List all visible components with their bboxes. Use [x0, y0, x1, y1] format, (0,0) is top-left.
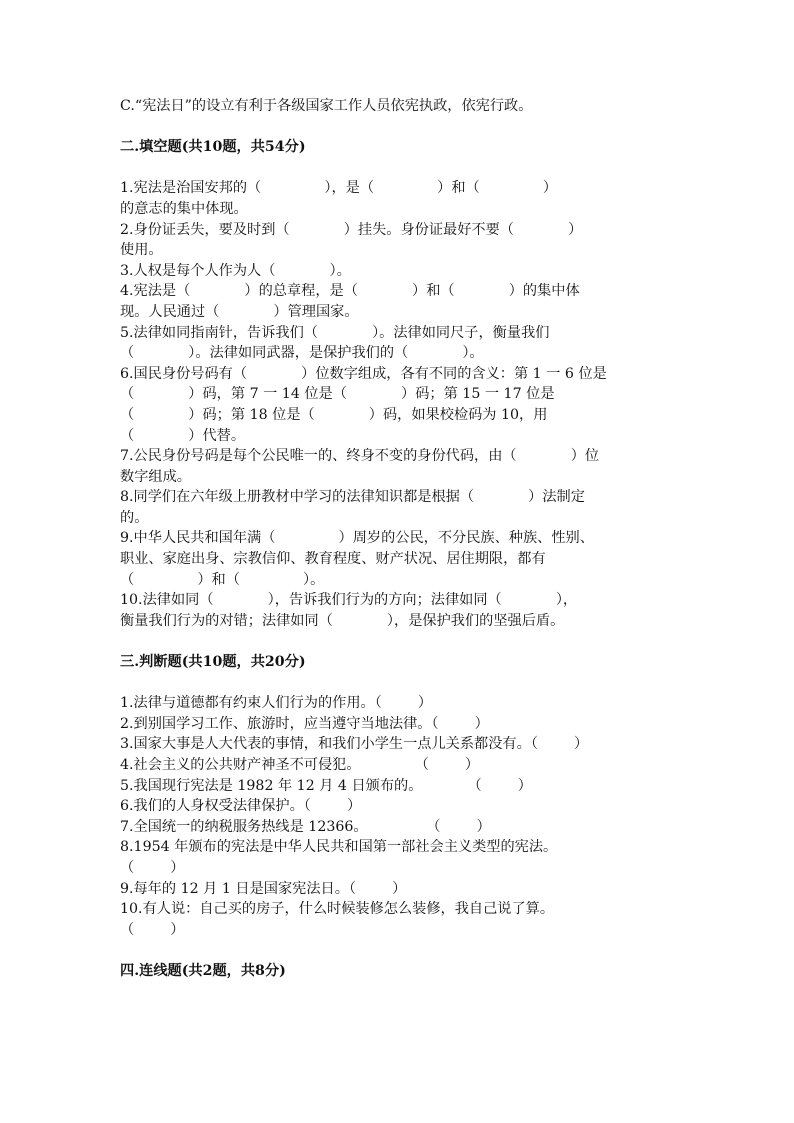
question-line: 8.同学们在六年级上册教材中学习的法律知识都是根据（ ）法制定	[120, 489, 585, 506]
question-line: 9.中华人民共和国年满（ ）周岁的公民，不分民族、种族、性别、	[120, 530, 594, 547]
true-false-questions	[120, 693, 680, 940]
question-line: 衡量我们行为的对错；法律如同（ ），是保护我们的坚强后盾。	[120, 612, 565, 629]
question-line: 10.法律如同（ ），告诉我们行为的方向；法律如同（ ），	[120, 592, 578, 609]
question-line: 1.法律与道德都有约束人们行为的作用。（ ）	[120, 695, 433, 712]
spacer	[120, 940, 680, 961]
section-title-matching: 四.连线题(共2题，共8分)	[120, 962, 286, 979]
question-line: 2.身份证丢失，要及时到（ ）挂失。身份证最好不要（ ）	[120, 221, 583, 238]
question-line: 6.我们的人身权受法律保护。（ ）	[120, 798, 362, 815]
spacer	[120, 158, 680, 179]
question-line: （ ）码；第 18 位是（ ）码，如果校检码为 10，用	[120, 406, 548, 423]
question-line: 职业、家庭出身、宗教信仰、教育程度、财产状况、居住期限，都有	[120, 551, 546, 568]
option-c-line: C.“宪法日”的设立有利于各级国家工作人员依宪执政，依宪行政。	[120, 98, 533, 114]
question-line: 7.公民身份号码是每个公民唯一的、终身不变的身份代码，由（ ）位	[120, 448, 600, 465]
question-line: （ ）。法律如同武器，是保护我们的（ ）。	[120, 345, 484, 362]
question-line: 1.宪法是治国安邦的（ ），是（ ）和（ ）	[120, 180, 558, 197]
question-line: 数字组成。	[120, 468, 191, 485]
question-line: （ ）代替。	[120, 427, 246, 444]
question-line: 4.宪法是（ ）的总章程，是（ ）和（ ）的集中体	[120, 283, 580, 300]
question-line: （ ）码，第 7 一 14 位是（ ）码；第 15 一 17 位是	[120, 386, 555, 403]
question-line: 7.全国统一的纳税服务热线是 12366。 （ ）	[120, 818, 491, 835]
question-line: 6.国民身份号码有（ ）位数字组成，各有不同的含义：第 1 一 6 位是	[120, 365, 607, 382]
document-content	[120, 96, 680, 982]
spacer	[120, 631, 680, 652]
question-line: 使用。	[120, 242, 163, 259]
question-line: （ ）和（ ）。	[120, 571, 325, 588]
spacer	[120, 673, 680, 694]
question-line: 4.社会主义的公共财产神圣不可侵犯。 （ ）	[120, 757, 480, 773]
question-line: （ ）	[120, 859, 185, 876]
question-line: 8.1954 年颁布的宪法是中华人民共和国第一部社会主义类型的宪法。	[120, 839, 558, 856]
question-line: （ ）	[120, 921, 185, 938]
question-line: 2.到别国学习工作、旅游时，应当遵守当地法律。（ ）	[120, 715, 489, 732]
question-line: 5.法律如同指南针，告诉我们（ ）。法律如同尺子，衡量我们	[120, 324, 550, 341]
question-line: 9.每年的 12 月 1 日是国家宪法日。（ ）	[120, 880, 407, 897]
question-line: 3.国家大事是人大代表的事情，和我们小学生一点儿关系都没有。（ ）	[120, 736, 589, 753]
question-line: 的。	[120, 509, 149, 526]
question-line: 5.我国现行宪法是 1982 年 12 月 4 日颁布的。 （ ）	[120, 777, 532, 794]
question-line: 的意志的集中体现。	[120, 200, 248, 217]
section-title-fill-in: 二.填空题(共10题，共54分)	[120, 139, 306, 156]
section-title-true-false: 三.判断题(共10题，共20分)	[120, 654, 306, 671]
question-line: 10.有人说：自己买的房子，什么时候装修怎么装修，我自己说了算。	[120, 901, 555, 918]
fill-in-questions	[120, 178, 680, 631]
spacer	[120, 117, 680, 138]
question-line: 现。人民通过（ ）管理国家。	[120, 303, 359, 320]
question-line: 3.人权是每个人作为人（ ）。	[120, 262, 351, 279]
